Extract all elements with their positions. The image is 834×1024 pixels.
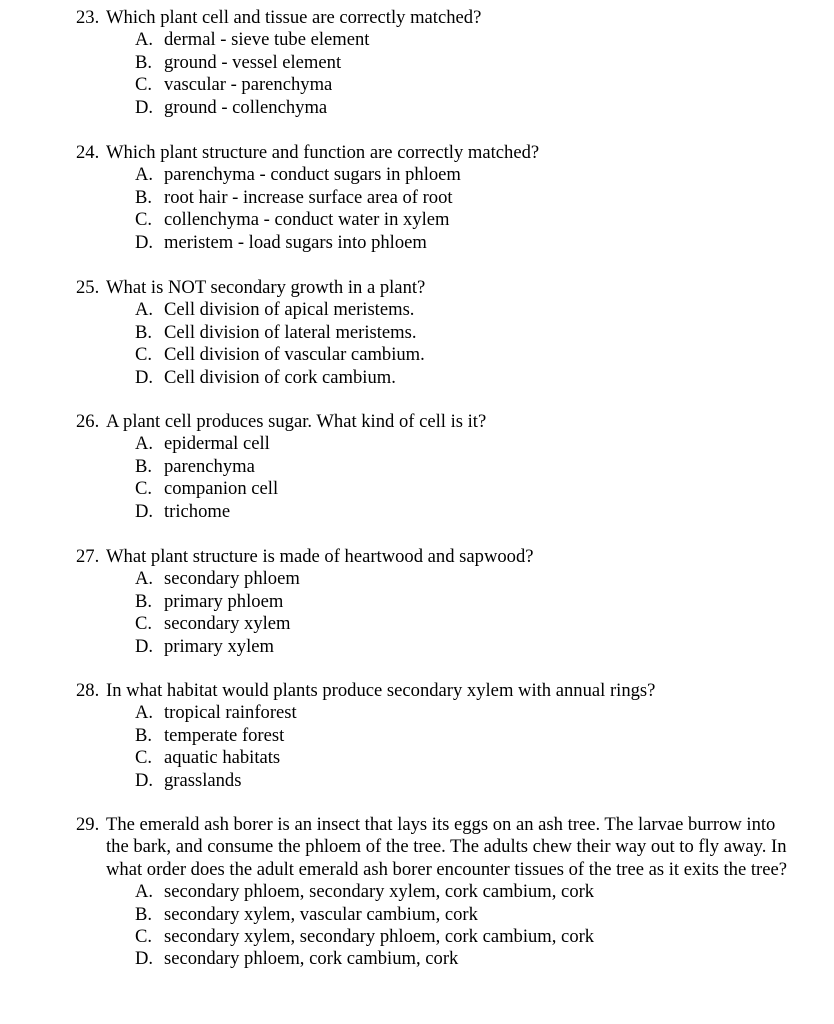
question-number: 28.: [76, 680, 100, 701]
option-text: dermal - sieve tube element: [164, 29, 370, 51]
option-letter: D.: [135, 769, 154, 791]
option-letter: C.: [135, 926, 153, 948]
option-letter: C.: [135, 344, 153, 366]
option-text: Cell division of cork cambium.: [164, 366, 396, 388]
question-text: The emerald ash borer is an insect that lays its eggs on an ash tree. The larvae burrow into the bark, and consume the phloem of the tree. The adults chew their way out to fly away. In what order does the adult emerald ash borer encounter tissues of the tree as it exits the tree?: [106, 814, 787, 880]
option-b: [76, 591, 788, 613]
option-c: [76, 926, 788, 948]
answer-options: [76, 881, 788, 971]
option-letter: D.: [135, 366, 154, 388]
option-letter: A.: [135, 29, 154, 51]
option-d: [76, 501, 788, 523]
option-letter: D.: [135, 231, 154, 253]
option-letter: D.: [135, 96, 154, 118]
question-stem: [76, 546, 788, 568]
question-stem: [76, 411, 788, 433]
option-letter: C.: [135, 478, 153, 500]
option-text: parenchyma: [164, 455, 255, 477]
option-b: [76, 187, 788, 209]
option-b: [76, 456, 788, 478]
option-letter: A.: [135, 881, 154, 903]
question-text: Which plant cell and tissue are correctly matched?: [106, 7, 482, 28]
question-text: What plant structure is made of heartwood and sapwood?: [106, 546, 534, 567]
option-text: Cell division of lateral meristems.: [164, 321, 417, 343]
option-letter: A.: [135, 433, 154, 455]
option-b: [76, 52, 788, 74]
option-text: secondary xylem, vascular cambium, cork: [164, 903, 478, 925]
question-text: What is NOT secondary growth in a plant?: [106, 277, 426, 298]
option-letter: B.: [135, 903, 153, 925]
option-a: [76, 881, 788, 903]
answer-options: [76, 433, 788, 523]
option-d: [76, 948, 788, 970]
question-stem: [76, 277, 788, 299]
answer-options: [76, 702, 788, 792]
question-number: 29.: [76, 814, 100, 835]
question-number: 27.: [76, 546, 100, 567]
option-letter: D.: [135, 948, 154, 970]
option-b: [76, 904, 788, 926]
option-letter: A.: [135, 299, 154, 321]
option-text: collenchyma - conduct water in xylem: [164, 209, 450, 231]
question-number: 24.: [76, 142, 100, 163]
option-letter: C.: [135, 613, 153, 635]
option-letter: A.: [135, 164, 154, 186]
answer-options: [76, 164, 788, 254]
option-c: [76, 747, 788, 769]
option-text: ground - collenchyma: [164, 96, 328, 118]
question-stem: [76, 142, 788, 164]
option-text: ground - vessel element: [164, 51, 342, 73]
option-text: companion cell: [164, 478, 279, 500]
option-text: tropical rainforest: [164, 702, 297, 724]
question-25: [76, 277, 788, 389]
option-text: meristem - load sugars into phloem: [164, 231, 427, 253]
question-26: [76, 411, 788, 523]
option-letter: A.: [135, 568, 154, 590]
option-a: [76, 702, 788, 724]
option-letter: B.: [135, 51, 153, 73]
option-letter: B.: [135, 590, 153, 612]
option-c: [76, 74, 788, 96]
option-text: secondary phloem: [164, 568, 300, 590]
option-text: Cell division of vascular cambium.: [164, 344, 425, 366]
option-letter: C.: [135, 209, 153, 231]
option-letter: B.: [135, 321, 153, 343]
option-text: trichome: [164, 500, 231, 522]
option-text: secondary phloem, secondary xylem, cork cambium, cork: [164, 881, 595, 903]
option-letter: A.: [135, 702, 154, 724]
option-text: temperate forest: [164, 724, 285, 746]
option-d: [76, 97, 788, 119]
option-a: [76, 299, 788, 321]
option-a: [76, 433, 788, 455]
option-text: primary xylem: [164, 635, 274, 657]
option-d: [76, 770, 788, 792]
option-c: [76, 478, 788, 500]
question-number: 25.: [76, 277, 100, 298]
option-a: [76, 164, 788, 186]
question-29: [76, 814, 788, 971]
option-b: [76, 725, 788, 747]
option-text: secondary phloem, cork cambium, cork: [164, 948, 459, 970]
question-stem: [76, 814, 788, 881]
option-letter: C.: [135, 74, 153, 96]
question-text: Which plant structure and function are correctly matched?: [106, 142, 540, 163]
option-letter: D.: [135, 635, 154, 657]
question-text: In what habitat would plants produce secondary xylem with annual rings?: [106, 680, 656, 701]
option-d: [76, 232, 788, 254]
question-23: [76, 7, 788, 119]
option-letter: C.: [135, 747, 153, 769]
option-text: epidermal cell: [164, 433, 270, 455]
question-text: A plant cell produces sugar. What kind of cell is it?: [106, 411, 487, 432]
option-text: primary phloem: [164, 590, 284, 612]
option-text: root hair - increase surface area of root: [164, 186, 453, 208]
option-d: [76, 367, 788, 389]
option-letter: B.: [135, 186, 153, 208]
option-b: [76, 322, 788, 344]
question-24: [76, 142, 788, 254]
option-text: Cell division of apical meristems.: [164, 299, 415, 321]
option-text: grasslands: [164, 769, 242, 791]
option-a: [76, 568, 788, 590]
answer-options: [76, 299, 788, 389]
option-c: [76, 344, 788, 366]
option-c: [76, 613, 788, 635]
option-text: secondary xylem, secondary phloem, cork cambium, cork: [164, 926, 595, 948]
option-text: vascular - parenchyma: [164, 74, 333, 96]
answer-options: [76, 568, 788, 658]
option-d: [76, 636, 788, 658]
option-letter: D.: [135, 500, 154, 522]
answer-options: [76, 29, 788, 119]
option-text: secondary xylem: [164, 613, 291, 635]
option-c: [76, 209, 788, 231]
question-27: [76, 546, 788, 658]
question-stem: [76, 7, 788, 29]
question-number: 23.: [76, 7, 100, 28]
question-number: 26.: [76, 411, 100, 432]
question-28: [76, 680, 788, 792]
option-a: [76, 29, 788, 51]
option-letter: B.: [135, 455, 153, 477]
option-text: parenchyma - conduct sugars in phloem: [164, 164, 461, 186]
option-text: aquatic habitats: [164, 747, 281, 769]
question-stem: [76, 680, 788, 702]
option-letter: B.: [135, 724, 153, 746]
